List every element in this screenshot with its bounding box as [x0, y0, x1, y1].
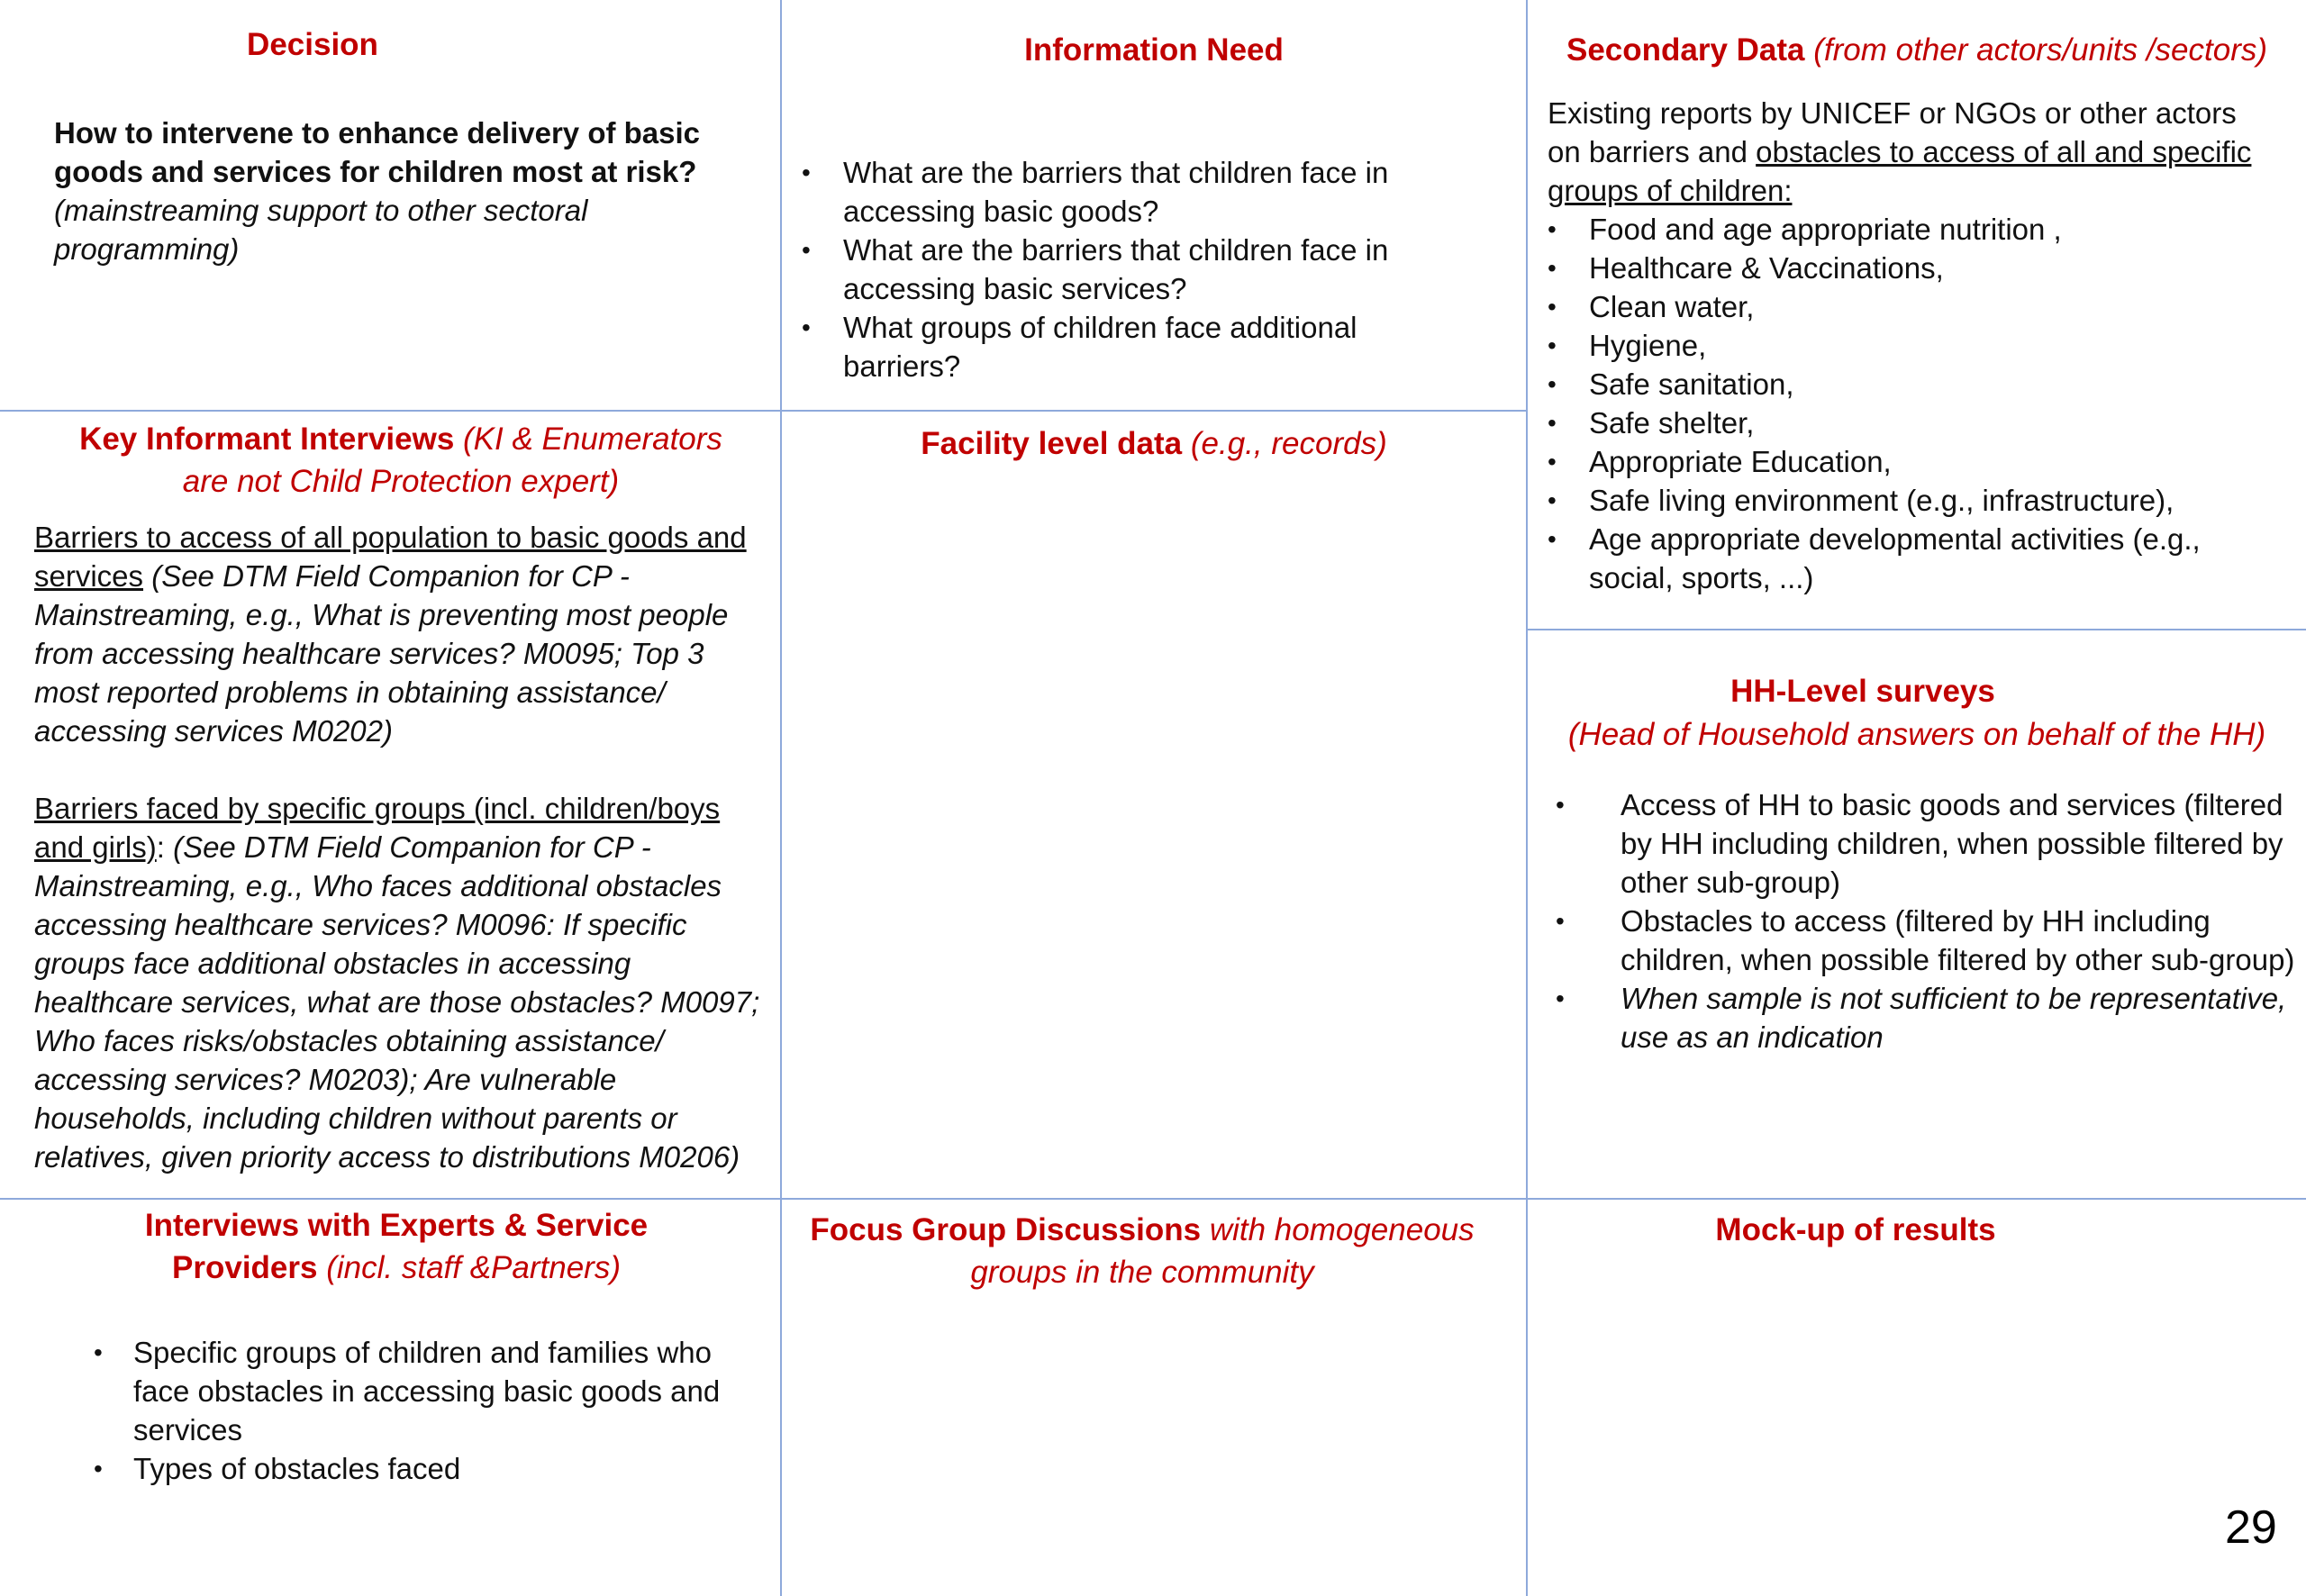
key-informant-heading: Key Informant Interviews (KI & Enumerators are not Child Protection expert) [79, 422, 722, 499]
hh-surveys-cell [1528, 630, 2306, 1198]
mockup-cell [1528, 1200, 2306, 1596]
list-item: • Hygiene, [1589, 326, 2292, 365]
key-informant-paragraph-2: Barriers faced by specific groups (incl. children/boys and girls): (See DTM Field Companion for CP - Mainstreaming, e.g., Who faces additional obstacles accessing healthcare services? M0096: If specific groups face additional obstacles in accessing healthcare services, what are those obstacles? M0097; Who faces risks/obstacles obtaining assistance/ accessing services? M0203); Are vulnerable households, including children without parents or relatives, given priority access to distributions M0206) [34, 792, 760, 1174]
list-item: • Appropriate Education, [1589, 442, 2292, 481]
fgd-cell [782, 1200, 1526, 1596]
list-item: • Clean water, [1589, 287, 2292, 326]
list-item: • What are the barriers that children face in accessing basic services? [843, 231, 1474, 308]
secondary-data-list [1589, 210, 2292, 597]
list-item: • Access of HH to basic goods and services (filtered by HH including children, when possible filtered by other sub-group) [1621, 785, 2296, 902]
information-need-heading: Information Need [1024, 32, 1284, 68]
list-item: • Types of obstacles faced [133, 1449, 728, 1488]
mockup-heading: Mock-up of results [1715, 1212, 1996, 1247]
decision-text [54, 113, 703, 268]
facility-heading: Facility level data (e.g., records) [921, 426, 1387, 461]
decision-cell [0, 0, 780, 410]
facility-cell [782, 412, 1526, 1198]
information-need-list [843, 153, 1474, 385]
list-item: • Safe living environment (e.g., infrastructure), [1589, 481, 2292, 520]
fgd-heading: Focus Group Discussions with homogeneous groups in the community [810, 1212, 1475, 1290]
key-informant-body [34, 518, 764, 1176]
decision-question: How to intervene to enhance delivery of basic goods and services for children most at risk? [54, 116, 701, 188]
information-need-cell [782, 0, 1526, 410]
list-item: • When sample is not sufficient to be representative, use as an indication [1621, 979, 2296, 1056]
secondary-data-intro: Existing reports by UNICEF or NGOs or other actors on barriers and obstacles to access of all and specific groups of children: [1548, 96, 2252, 207]
secondary-data-cell [1528, 0, 2306, 629]
list-item: • What groups of children face additional barriers? [843, 308, 1474, 385]
list-item: • Food and age appropriate nutrition , [1589, 210, 2292, 249]
page-number: 29 [2225, 1501, 2277, 1554]
hh-surveys-heading: HH-Level surveys [1730, 674, 1995, 709]
decision-heading: Decision [247, 27, 378, 62]
list-item: • Safe shelter, [1589, 404, 2292, 442]
list-item: • What are the barriers that children face in accessing basic goods? [843, 153, 1474, 231]
key-informant-cell [0, 412, 780, 1198]
hh-surveys-note: (Head of Household answers on behalf of the HH) [1567, 717, 2266, 752]
experts-heading: Interviews with Experts & Service Providers (incl. staff &Partners) [144, 1208, 649, 1285]
list-item: • Obstacles to access (filtered by HH including children, when possible filtered by other sub-group) [1621, 902, 2296, 979]
list-item: • Age appropriate developmental activities (e.g., social, sports, ...) [1589, 520, 2292, 597]
key-informant-paragraph-1: Barriers to access of all population to basic goods and services (See DTM Field Companion for CP - Mainstreaming, e.g., What is preventing most people from accessing healthcare services? M0095; Top 3 most reported problems in obtaining assistance/ accessing services M0202) [34, 521, 747, 748]
list-item: • Specific groups of children and families who face obstacles in accessing basic goods and services [133, 1333, 728, 1449]
secondary-data-heading: Secondary Data (from other actors/units /sectors) [1566, 32, 2268, 68]
decision-note: (mainstreaming support to other sectoral programming) [54, 194, 588, 266]
list-item: • Healthcare & Vaccinations, [1589, 249, 2292, 287]
list-item: • Safe sanitation, [1589, 365, 2292, 404]
experts-list [133, 1333, 728, 1488]
experts-cell [0, 1200, 780, 1596]
hh-surveys-list [1621, 785, 2296, 1056]
